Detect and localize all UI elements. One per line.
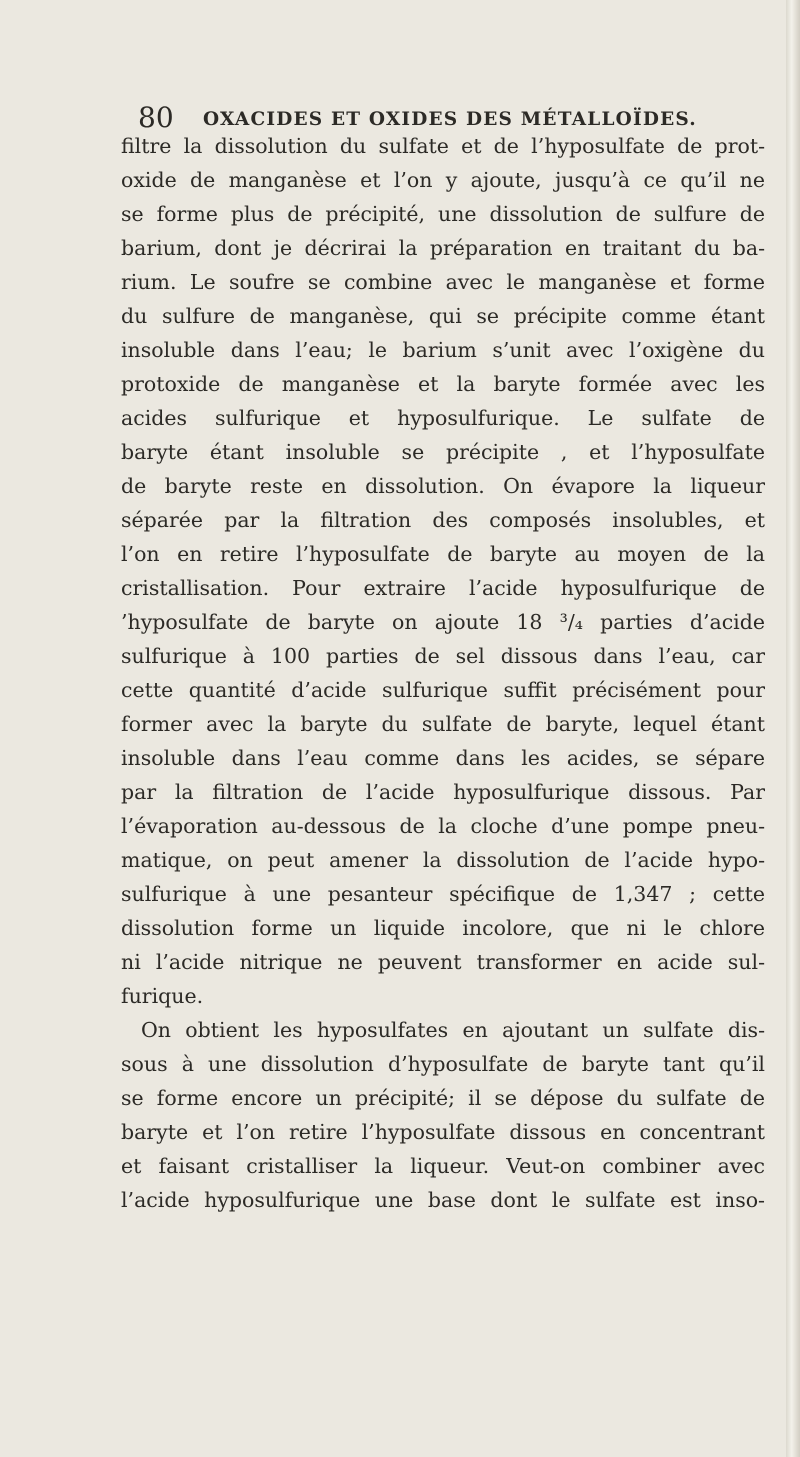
text-line: du sulfure de manganèse, qui se précipite comme étant	[121, 304, 765, 328]
text-line: barium, dont je décrirai la préparation en traitant du ba-	[121, 236, 765, 260]
text-line: sulfurique à une pesanteur spécifique de 1,347 ; cette	[121, 882, 765, 906]
text-line: ni l’acide nitrique ne peuvent transformer en acide sul-	[121, 950, 765, 974]
text-line: cristallisation. Pour extraire l’acide hyposulfurique de	[121, 576, 765, 600]
text-line: l’évaporation au-dessous de la cloche d’une pompe pneu-	[121, 814, 765, 838]
body-text	[121, 129, 765, 1217]
text-line: ’hyposulfate de baryte on ajoute 18 ³/₄ parties d’acide	[121, 610, 765, 634]
text-line: oxide de manganèse et l’on y ajoute, jusqu’à ce qu’il ne	[121, 168, 765, 192]
text-line: se forme encore un précipité; il se dépose du sulfate de	[121, 1086, 765, 1110]
text-line: séparée par la filtration des composés insolubles, et	[121, 508, 765, 532]
text-line: matique, on peut amener la dissolution de l’acide hypo-	[121, 848, 765, 872]
text-line: sous à une dissolution d’hyposulfate de baryte tant qu’il	[121, 1052, 765, 1076]
text-line: et faisant cristalliser la liqueur. Veut-on combiner avec	[121, 1154, 765, 1178]
text-line: de baryte reste en dissolution. On évapore la liqueur	[121, 474, 765, 498]
text-line: cette quantité d’acide sulfurique suffit précisément pour	[121, 678, 765, 702]
text-line: l’on en retire l’hyposulfate de baryte au moyen de la	[121, 542, 765, 566]
text-line: l’acide hyposulfurique une base dont le sulfate est inso-	[121, 1188, 765, 1212]
text-line: se forme plus de précipité, une dissolution de sulfure de	[121, 202, 765, 226]
running-title: OXACIDES ET OXIDES DES MÉTALLOÏDES.	[203, 109, 697, 130]
text-line: acides sulfurique et hyposulfurique. Le sulfate de	[121, 406, 765, 430]
text-line: sulfurique à 100 parties de sel dissous dans l’eau, car	[121, 644, 765, 668]
text-line: insoluble dans l’eau comme dans les acides, se sépare	[121, 746, 765, 770]
paragraph-2	[121, 1013, 765, 1217]
text-line: baryte et l’on retire l’hyposulfate dissous en concentrant	[121, 1120, 765, 1144]
text-line: protoxide de manganèse et la baryte formée avec les	[121, 372, 765, 396]
text-line: insoluble dans l’eau; le barium s’unit avec l’oxigène du	[121, 338, 765, 362]
text-line: dissolution forme un liquide incolore, que ni le chlore	[121, 916, 765, 940]
page-number: 80	[138, 101, 174, 134]
text-line: par la filtration de l’acide hyposulfurique dissous. Par	[121, 780, 765, 804]
page-edge	[786, 0, 800, 1457]
paragraph-1	[121, 129, 765, 1013]
text-line: filtre la dissolution du sulfate et de l’hyposulfate de prot-	[121, 134, 765, 158]
text-line: rium. Le soufre se combine avec le manganèse et forme	[121, 270, 765, 294]
text-line: furique.	[121, 984, 204, 1008]
text-line: baryte étant insoluble se précipite , et l’hyposulfate	[121, 440, 765, 464]
text-line: former avec la baryte du sulfate de baryte, lequel étant	[121, 712, 765, 736]
text-line: On obtient les hyposulfates en ajoutant un sulfate dis-	[141, 1018, 765, 1042]
